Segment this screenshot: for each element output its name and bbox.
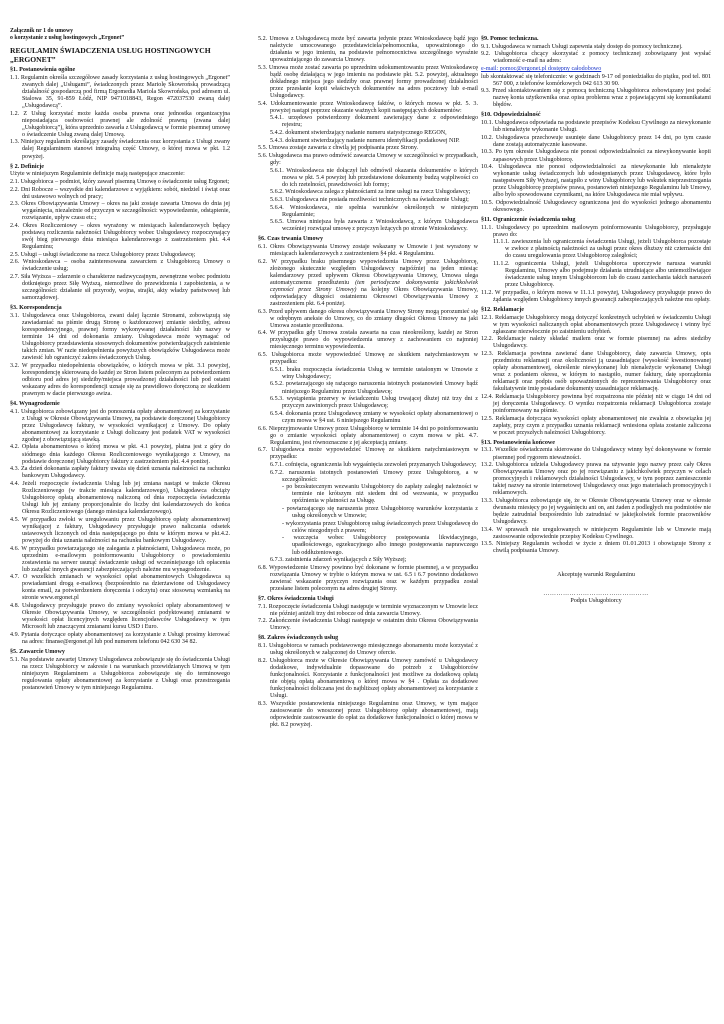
section-13-item: 13.5. Niniejszy Regulamin wchodzi w życie z dniem 01.01.2013 i obowiązuje Strony z chwilą podpisania Umowy. [481, 541, 711, 555]
section-6-item-text: 6.2. W przypadku braku pisemnego wypowiedzenia Umowy przez Usługobiorcę, złożonego skutecznie względem Usługodawcy najpóźniej na jeden miesiąc kalendarzowy przed upływem Okresu Obowiązywania Umowy, Umowa ulega automatycznemu przedłużeniu [258, 258, 478, 286]
column-2 [258, 36, 478, 729]
section-7-heading: §7. Okres świadczenia Usługi [258, 595, 334, 602]
section-6-item-italic: (ten periodyczne dokonywania jakichkolwiek czynności przez Strony Umowy) [270, 279, 478, 293]
section-12-item: 12.5. Reklamacja dotycząca wysokości opłaty abonamentowej nie zwalnia z obowiązku jej zapłaty, przy czym z przypadku uznania reklamacji wniesiona opłata zostanie zaliczona w poczet przyszłych należności Usługobiorcy. [481, 415, 711, 436]
section-2-item: 2.4. Okres Rozliczeniowy – okres wyrażony w miesiącach kalendarzowych będący podstawą rozliczenia należności Usługobiorcy wobec Usługodawcy rozpoczynający swój bieg pierwszego dnia miesiąca kalendarzowego z zastrzeżeniem pkt. 4.4 Regulaminu; [10, 222, 230, 251]
section-11-item: 11.1. Usługodawcy po uprzednim mailowym poinformowaniu Usługobiorcy, przysługuje prawo do: [481, 224, 711, 238]
section-10-item: 10.1. Usługodawca odpowiada na podstawie przepisów Kodeksu Cywilnego za niewykonanie lub nienależyte wykonanie Usługi. [481, 120, 711, 134]
section-6-item: 6.5. Usługobiorca może wypowiedzieć Umowę ze skutkiem natychmiastowym w przypadku: [258, 352, 478, 366]
section-2-item: 2.3. Okres Obowiązywania Umowy – okres na jaki zostaje zawarta Umowa do dnia jej wygaśnięcia, niezależnie od przyczyn w szczególności: wypowiedzenie, odstąpienie, rozwiązanie, upływ czasu etc.; [10, 201, 230, 222]
section-12-item: 12.3. Reklamacja powinna zawierać dane Usługobiorcy, datę zawarcia Umowy, opis przedmiotu reklamacji oraz okoliczności ją uzasadniające (wysokość kwestionowanej opłaty abonamentowej, określenie niewykonanej lub nienależycie wykonanej Usługi wraz z podaniem okresu, w którym to nastąpiło, numer faktury, datę sporządzenia reklamacji oraz podpis osób upoważnionych do reprezentowania Usługobiorcy oraz fakultatywnie imię posiadane dokumenty uzasadniające reklamację. [481, 351, 711, 393]
section-4-item: 4.8. Usługodawcy przysługuje prawo do zmiany wysokości opłaty abonamentowej w Okresie Obowiązywania Umowy, w szczególności podyktowanej zmianami w wysokości opłat licencyjnych względem licencjodawców Usługodawcy w tym Microsoft lub znaczącymi zmianami kursu USD i Euro. [10, 603, 230, 631]
section-5-item: 5.3. Umowa może zostać zawarta po uprzednim udokumentowaniu przez Wnioskodawcę bądź osobę działającą w jego imieniu na podstawie pkt. 5.2. powyżej, aktualnego dokładnego miejsca jego siedziby oraz prawnej formy prowadzonej działalności przez przesłanie kopii właściwych dokumentów na adres pocztowy lub e-mail Usługodawcy. [258, 64, 478, 99]
section-4-item: 4.5. W przypadku zwłoki w uregulowaniu przez Usługobiorcę opłaty abonamentowej wynikającej z faktury, Usługodawcy przysługuje prawo naliczania odsetek ustawowych liczonych od dnia następującego po dniu w którym mowa w pkt.4.2. powyżej do dnia uznania należności na rachunku bankowym Usługodawcy. [10, 516, 230, 544]
section-8-item: 8.3. Wszystkie postanowienia niniejszego Regulaminu oraz Umowy, w tym mające zastosowanie do wnoszonej przez Usługobiorcę opłaty abonamentowej, mają odpowiednie zastosowanie do opłat za dodatkowe funkcjonalności o której mowa w pkt. 8.2 powyżej. [258, 700, 478, 728]
section-13-heading: §13. Postanowienia końcowe [481, 439, 555, 446]
signature-line: ………………………………………… [543, 590, 649, 597]
attachment-header-line-1: Załącznik nr 1 do umowy [10, 28, 74, 34]
section-12-item: 12.2. Reklamacje należy składać mailem oraz w formie pisemnej na adres siedziby Usługodawcy. [481, 336, 711, 350]
column-1 [10, 28, 230, 692]
section-1-item: 1.3. Niniejszy regulamin określający zasady świadczenia oraz korzystania z Usługi zwany dalej Regulaminem stanowi integralną część Umowy, o której mowa w pkt. 1.2 powyżej. [10, 139, 230, 160]
section-2-item: 2.7. Siła Wyższa – zdarzenie o charakterze nadzwyczajnym, zewnętrzne wobec podmiotu dotkniętego przez Siłę Wyższą, niemożliwe do przewidzenia i zapobieżenia, a w szczególności: działanie sił przyrody, wojna, strajki, akty władzy państwowej lub samorządowej. [10, 274, 230, 302]
section-6-dash-item: - powtarzającego się naruszenia przez Usługobiorcę warunków korzystania z usług określonych w Umowie; [282, 506, 478, 520]
section-13-item: 13.1. Wszelkie oświadczenia skierowane do Usługodawcy winny być dokonywane w formie pisemnej pod rygorem nieważności. [481, 447, 711, 461]
section-5-item: 5.5. Umowa zostaje zawarta z chwilą jej podpisania przez Strony. [258, 145, 419, 152]
signature-caption: Podpis Usługobiorcy [570, 598, 622, 605]
section-5-heading: §5. Zawarcie Umowy [10, 648, 65, 655]
section-5-subitem: 5.4.3. dokument stwierdzający nadanie numeru identyfikacji podatkowej NIP. [270, 137, 460, 144]
section-6-item: 6.4. W przypadku gdy Umowa została zawarta na czas nieokreślony, każdej ze Stron przysługuje prawo do wypowiedzenia umowy z zachowaniem co najmniej miesięcznego terminu wypowiedzenia. [258, 330, 478, 351]
support-phone-line: lub skontaktować się telefonicznie: w godzinach 9-17 od poniedziałku do piątku, pod tel. 801 567 000, z telefonów komórkowych 042 613 30 90. [481, 73, 711, 87]
section-6-dash-item: - wykorzystania przez Usługobiorcę usług świadczonych przez Usługodawcę do celów niezgodnych z prawem; [282, 520, 478, 534]
section-2-item: 2.1. Usługobiorca – podmiot, który zawarł pisemną Umowę o świadczenie usług Ergonet; [10, 178, 230, 185]
section-6-subitem: 6.5.1. braku rozpoczęcia świadczenia Usług w terminie ustalonym w Umowie z winy Usługodawcy; [270, 366, 478, 380]
section-8-heading: §8. Zakres świadczonych usług [258, 635, 339, 642]
section-13-item: 13.3. Usługobiorca zobowiązuje się, że w Okresie Obowiązywania Umowy oraz w okresie dwunastu miesięcy po jej wygaśnięciu ani on, ani żaden z podległych mu podmiotów nie będzie zatrudniał bezpośrednio lub zatrudniać w jakiejkolwiek formie pracowników Usługodawcy. [481, 497, 711, 526]
section-6-item: 6.1. Okres Obowiązywania Umowy zostaje wskazany w Umowie i jest wyrażony w miesiącach kalendarzowych z zastrzeżeniem §4 pkt. 4 Regulaminu. [258, 244, 478, 258]
section-6-subitem: 6.7.1. cofnięcia, ograniczenia lub wygaśnięcia zezwoleń przyznanych Usługodawcy; [270, 461, 477, 468]
section-10-item: 10.5. Odpowiedzialność Usługodawcy ograniczona jest do wysokości jednego abonamentu okresowego. [481, 199, 711, 214]
section-10-heading: §10. Odpowiedzialność [481, 112, 541, 119]
section-9-heading: §9. Pomoc techniczna. [481, 36, 539, 42]
attachment-header-line-2: o korzystanie z usług hostingowych „Ergonet” [10, 35, 125, 41]
section-2-item: 2.6. Wnioskodawca – osoba zainteresowana zawarciem z Usługobiorcą Umowy o świadczenie usług; [10, 259, 230, 273]
section-5-subitem: 5.6.4. Wnioskodawca, nie spełnia warunków określonych w niniejszym Regulaminie; [270, 204, 478, 218]
section-8-item: 8.2. Usługobiorca może w Okresie Obowiązywania Umowy zamówić u Usługodawcy dodatkowe, indywidualnie dopasowane do potrzeb z Usługobiorców funkcjonalności. Korzystanie z funkcjonalności jest możliwe za dodatkową opłatą nie objętą opłatą abonamentową o której mowa w §4 . Opłata za dodatkowe funkcjonalności doliczana jest do najbliższej opłaty abonamentowej za korzystanie z Usługi. [258, 657, 478, 699]
section-6-item: 6.8. Wypowiedzenie Umowy powinno być dokonane w formie pisemnej, a w przypadku rozwiązania Umowy w trybie o którym mowa w ust. 6.5 i 6.7 powinno dodatkowo zawierać wskazanie przyczyn rozwiązania oraz w każdym przypadku został przesłane listem poleconym na adres drugiej Strony. [258, 564, 478, 592]
section-6-heading: §6. Czas trwania Umowy [258, 236, 323, 243]
section-3-item: 3.2. W przypadku niedopełnienia obowiązków, o których mowa w pkt. 3.1 powyżej, korespondencję skierowaną do każdej ze Stron listem poleconym za potwierdzeniem odbioru pod adres jej siedziby/miejsca prowadzonej działalności lub pod ostatni wskazany adres do korespondencji uznaje się za prawidłowo doręczoną ze skutkiem prawnym w dacie pierwszego awiza. [10, 362, 230, 397]
section-10-item: 10.4. Usługodawca nie ponosi odpowiedzialności za niewykonanie lub nienależyte wykonanie usług świadczonych lub udostępnianych przez Usługodawcę, które było następstwem Siły Wyższej, nastąpiło z winy Usługobiorcy lub wskutek nieprzestrzegania przez Usługobiorcę przepisów prawa, postanowień niniejszego Regulaminu lub Umowy, albo było spowodowane czynnikami, na które Usługodawca nie miał wpływu. [481, 164, 711, 199]
section-5-subitem: 5.6.1. Wnioskodawca nie dołączył lub odmówił okazania dokumentów o których mowa w pkt. 5.4 powyżej lub przedstawione dokumenty budzą wątpliwości co do ich rzetelności, prawdziwości lub formy; [270, 167, 478, 188]
section-4-item: 4.7. O wszelkich zmianach w wysokości opłat abonamentowych Usługodawca są powiadamiani drogą e-mailową (bezpośrednio na dzierżawione od Usługodawcy konta email, za potwierdzeniem doręczenia i odczytu) oraz stosowną wzmianką na stronie www.ergonet.pl [10, 574, 230, 602]
section-13-item: 13.4. W sprawach nie uregulowanych w niniejszym Regulaminie lub w Umowie mają zastosowanie odpowiednie przepisy Kodeksu Cywilnego. [481, 526, 711, 540]
section-3-item: 3.1. Usługodawca oraz Usługobiorca, zwani dalej łącznie Stronami, zobowiązują się zawiadamiać na piśmie drugą Stronę o każdorazowej zmianie siedziby, adresu korespondencyjnego, prawnej formy wykonywanej działalności lub nazwy w terminie 14 dni od dokonania zmiany. Usługodawca może wymagać od Usługobiorcy przedstawienia stosownych dokumentów potwierdzających zaistnienie takich zmian. W razie niedopełnienia powyższych obowiązków Usługodawca może zawiesić lub ograniczyć zakres świadczonych Usług. [10, 312, 230, 362]
section-5-item: 5.6. Usługodawca ma prawo odmówić zawarcia Umowy w szczególności w przypadkach, gdy: [258, 152, 478, 166]
section-6-item: 6.3. Przed upływem danego okresu obowiązywania Umowy Strony mogą porozumieć się w odrębnym aneksie do Umowy, co do zmiany długości Okresu Umowy na jaki Umowa zostanie przedłużona. [258, 308, 478, 329]
section-5-item: 5.4. Udokumentowanie przez Wnioskodawcę faktów, o których mowa w pkt. 5. 3. powyżej nastąpi poprzez okazanie ważnych kopii następujących dokumentów: [258, 100, 478, 114]
section-2-intro: Użyte w niniejszym Regulaminie definicje mają następujące znaczenie: [10, 171, 185, 178]
section-2-item: 2.5. Usługi – usługi świadczone na rzecz Usługobiorcy przez Usługodawcę; [10, 251, 196, 258]
section-6-subitem: 6.5.4. dokonania przez Usługodawcę zmiany w wysokości opłaty abonamentowej o czym mowa w §4 ust. 6 niniejszego Regulaminu [270, 410, 478, 424]
section-5-subitem: 5.6.3. Usługodawca nie posiada możliwości technicznych na świadczenie Usługi; [270, 196, 469, 203]
section-6-item: 6.6. Nieprzyjmowanie Umowy przez Usługobiorcę w terminie 14 dni po poinformowaniu go o zmianie wysokości opłaty abonamentowej o czym mowa w pkt. 4.7. Regulaminu, jest równoznaczne z jej akceptacją zmiany. [258, 425, 478, 446]
section-4-item: 4.4. Jeżeli rozpoczęcie świadczenia Usług lub jej zmiana nastąpi w trakcie Okresu Rozliczeniowego (w trakcie miesiąca kalendarzowego), Usługodawca obciąży Usługobiorcę opłatą abonamentową naliczoną od dnia rozpoczęcia świadczenia Usługi lub jej zmiany proporcjonalnie do liczby dni kalendarzowych do końca Okresu Rozliczeniowego (danego miesiąca kalendarzowego). [10, 480, 230, 516]
section-12-item: 12.1. Reklamacje Usługobiorcy mogą dotyczyć konkretnych uchybień w świadczeniu Usługi w tym wysokości naliczanych opłat abonamentowych przez Usługodawcę i winny być zgłaszane niezwłocznie po zaistnieniu uchybień. [481, 314, 711, 335]
section-4-heading: §4. Wynagrodzenie [10, 401, 60, 408]
section-12-item: 12.4. Reklamacja Usługobiorcy powinna być rozpatrzona nie później niż w ciągu 14 dni od jej doręczenia Usługodawcy. O wyniku rozpatrzenia reklamacji Usługobiorca zostaje poinformowany na piśmie. [481, 393, 711, 415]
section-6-dash-item: - po bezskutecznym wezwaniu Usługobiorcy do zapłaty zaległej należności w terminie nie krótszym niż siedem dni od wezwania, w przypadku opóźnienia w płatności za Usługę. [282, 484, 478, 505]
section-7-item: 7.2. Zakończenie świadczenia Usługi następuje w ostatnim dniu Okresu Obowiązywania Umowy. [258, 618, 478, 632]
section-11-item: 11.2. W przypadku, o którym mowa w 11.1.1 powyżej, Usługodawcy przysługuje prawo do żądania względem Usługobiorcy innych gwarancji zabezpieczających należne mu opłaty. [481, 289, 711, 303]
document-title: REGULAMIN ŚWIADCZENIA USŁUG HOSTINGOWYCH „ERGONET” [10, 46, 211, 64]
section-9-item: 9.3. Przed skontaktowaniem się z pomocą techniczną Usługobiorca zobowiązany jest podać nazwę konta użytkownika oraz opisu problemu wraz z pojawiającymi się komunikatami błędów. [481, 88, 711, 109]
section-5-subitem: 5.4.2. dokument stwierdzający nadanie numeru statystycznego REGON, [270, 129, 447, 136]
section-5-item: 5.2. Umowa z Usługodawcą może być zawarta jedynie przez Wnioskodawcę bądź jego należycie umocowanego przedstawiciela/pełnomocnika, upoważnionego do działania w jego imieniu, na podstawie pełnomocnictwa szczególnego wyraźnie upoważniającego do zawarcia Umowy. [258, 36, 478, 64]
section-10-item: 10.2. Usługodawca przechowuje usunięte dane Usługobiorcy przez 14 dni, po tym czasie dane zostają automatycznie kasowane. [481, 134, 711, 148]
column-3 [481, 36, 711, 606]
section-6-item-text: na kolejny Okres Obowiązywania Umowy, odpowiadający długości ostatniemu Okresowi Obowiązywania Umowy z zastrzeżeniem pkt. 6.4 poniżej. [270, 286, 478, 307]
section-6-subitem: 6.5.3. wystąpienia przerwy w świadczeniu Usług trwającej dłużej niż trzy dni z przyczyn zawinionych przez Usługodawcę; [270, 396, 478, 410]
section-2-item: 2.2. Dni Robocze – wszystkie dni kalendarzowe z wyjątkiem: sobót, niedziel i świąt oraz dni ustawowo wolnych od pracy; [10, 186, 230, 200]
section-4-item: 4.1. Usługobiorca zobowiązany jest do ponoszenia opłaty abonamentowej za korzystanie z Usługi w Okresie Obowiązywania Umowy, na podstawie doręczonej Usługobiorcy przez Usługodawcę faktury, w wysokości wynikającej z Umowy. Do opłaty abonamentowej za korzystanie z Usługi doliczany jest podatek VAT w wysokości zgodnej z obowiązującą stawką. [10, 408, 230, 443]
section-9-item: 9.1. Usługodawca w ramach Usługi zapewnia stały dostęp do pomocy technicznej. [481, 43, 683, 50]
signature-accept-text: Akceptuję warunki Regulaminu [557, 571, 635, 578]
section-10-item: 10.3. Po tym okresie Usługodawca nie ponosi odpowiedzialności za niewykonywanie kopii zapasowych przez Usługobiorcę. [481, 149, 711, 163]
section-7-item: 7.1. Rozpoczęcie świadczenia Usługi następuje w terminie wyznaczonym w Umowie lecz nie później aniżeli trzy dni robocze od dnia zawarcia Umowy. [258, 603, 478, 617]
section-12-heading: §12. Reklamacje [481, 307, 524, 313]
section-6-item [258, 259, 478, 308]
section-4-item: 4.6. W przypadku powtarzającego się zalegania z płatnościami, Usługodawca może, po uprzednim e-mailowym poinformowaniu Usługobiorcy o powiadomieniu zostawienia na serwer usunąć świadczenie usługi od wcześniejszego ich opłacenia lub zażądać innych gwarancji zabezpieczających należne mu wynagrodzenie. [10, 545, 230, 573]
section-4-item: 4.3. Za dzień dokonania zapłaty faktury uważa się dzień uznania należności na rachunku bankowym Usługodawcy. [10, 466, 230, 480]
section-8-item: 8.1. Usługobiorca w ramach podstawowego miesięcznego abonamentu może korzystać z usług określonych w załączonej do Umowy ofercie. [258, 643, 478, 657]
section-5-subitem: 5.6.5. Umowa niniejsza była zawarta z Wnioskodawcą, z którym Usługodawca wcześniej rozwiązał umowę z przyczyn leżących po stronie Wnioskodawcy. [270, 219, 478, 233]
section-1-item: 1.1. Regulamin określa szczegółowe zasady korzystania z usług hostingowych „Ergonet” zwanych dalej „Usługami”, świadczonych przez Mariolę Skowrońską prowadzącą działalność gospodarczą pod firmą Ergomedia Mariola Skowrońska, pod adresem ul. Stalowa 35, 91-859 Łódź, NIP 9471018843, Regon 472037530 zwaną dalej „Usługodawcą”. [10, 74, 230, 110]
section-11-subitem: 11.1.2. ograniczenia Usługi, jeżeli Usługobiorca uporczywie narusza warunki Regulaminu, Umowy albo podejmuje działania utrudniające albo uniemożliwiające świadczenie usług innym Usługobiorcom lub do czasu zaniechania takich naruszeń przez Usługobiorcę. [493, 261, 711, 289]
section-6-subitem: 6.7.3. zaistnienia zdarzeń wynikających z Siły Wyższej; [270, 557, 407, 564]
section-5-item: 5.1. Na podstawie zawartej Umowy Usługodawca zobowiązuje się do świadczenia Usługi na rzecz Usługobiorcy w zakresie i na warunkach przewidzianych Umową w tym niniejszym Regulaminem a Usługobiorca zobowiązuje się do terminowego regulowania opłaty abonamentowej za korzystanie z Usługi oraz przestrzegania postanowień Umowy w tym niniejszego Regulaminu. [10, 656, 230, 691]
section-6-subitem: 6.7.2. naruszenia istotnych postanowień Umowy przez Usługobiorcę, a w szczególności: [270, 469, 478, 483]
section-5-subitem: 5.6.2. Wnioskodawca zalega z płatnościami za inne usługi na rzecz Usługodawcy; [270, 189, 471, 196]
section-2-heading: § 2. Definicje [10, 163, 45, 170]
section-6-subitem: 6.5.2. powtarzającego się rażącego naruszenia istotnych postanowień Umowy bądź niniejszego Regulaminu przez Usługodawcę; [270, 381, 478, 395]
section-9-item: 9.2. Usługobiorca chcący skorzystać z pomocy technicznej zobowiązany jest wysłać wiadomość e-mail na adres: [481, 51, 711, 65]
section-13-item: 13.2. Usługobiorca udziela Usługodawcy prawa na używanie jego nazwy przez cały Okres Obowiązywania Umowy oraz po jej rozwiązaniu z jakichkolwiek przyczyn w celach promocyjnych i reklamowych działalności Usługodawcy, w tym poprzez zamieszczenie takiej nazwy na stronie internetowej Usługodawcy oraz jego materiałach promocyjnych i reklamowych. [481, 462, 711, 497]
support-email-line[interactable] [481, 66, 711, 73]
section-11-subitem: 11.1.1. zawieszenia lub ograniczenia świadczenia Usługi, jeżeli Usługobiorca pozostaje w zwłoce z płatnością należności za usługi przez okres dłuższy niż czternaście dni do czasu uregulowania przez Usługobiorcę zaległości; [493, 239, 711, 260]
section-6-item: 6.7. Usługodawca może wypowiedzieć Umowę ze skutkiem natychmiastowym w przypadku: [258, 447, 478, 461]
section-4-item: 4.2. Opłata abonamentowa o której mowa w pkt. 4.1 powyżej, płatna jest z góry do siódmego dnia każdego Okresu Rozliczeniowego wynikającego z Umowy, na podstawie doręczonej Usługobiorcy faktury z zastrzeżeniem pkt. 4.4 poniżej. [10, 444, 230, 465]
section-1-heading: §1. Postanowienia ogólne [10, 67, 76, 74]
section-6-dash-item: - wszczęcia wobec Usługobiorcy postępowania likwidacyjnego, upadłościowego, egzekucyjnego albo innego postępowania naprawczego lub oddłużeniowego. [282, 535, 478, 556]
support-email-link[interactable]: e-mail: pomoc@ergonet.pl dostępny całodobowo [481, 65, 602, 72]
section-4-item: 4.9. Pytania dotyczące opłaty abonamentowej za korzystanie z Usługi prosimy kierować na adres: finanse@ergonet.pl lub pod numerem telefonu 042 630 34 82. [10, 631, 230, 645]
section-1-item: 1.2. Z Usług korzystać może każda osoba prawna oraz jednostka organizacyjna nieposiadająca osobowości prawnej ale zdolność prawną (zwana dalej „Usługobiorcą”), która uprzednio zawarła z Usługodawcą w formie pisemnej umowę o świadczenie Usług zwaną dalej Umową. [10, 110, 230, 138]
section-3-heading: §3. Korespondencja [10, 305, 62, 312]
section-11-heading: §11. Ograniczenie świadczenia usług [481, 217, 576, 224]
section-5-subitem: 5.4.1. urzędowo potwierdzony dokument zawierający dane z odpowiedniego rejestru; [270, 115, 478, 129]
